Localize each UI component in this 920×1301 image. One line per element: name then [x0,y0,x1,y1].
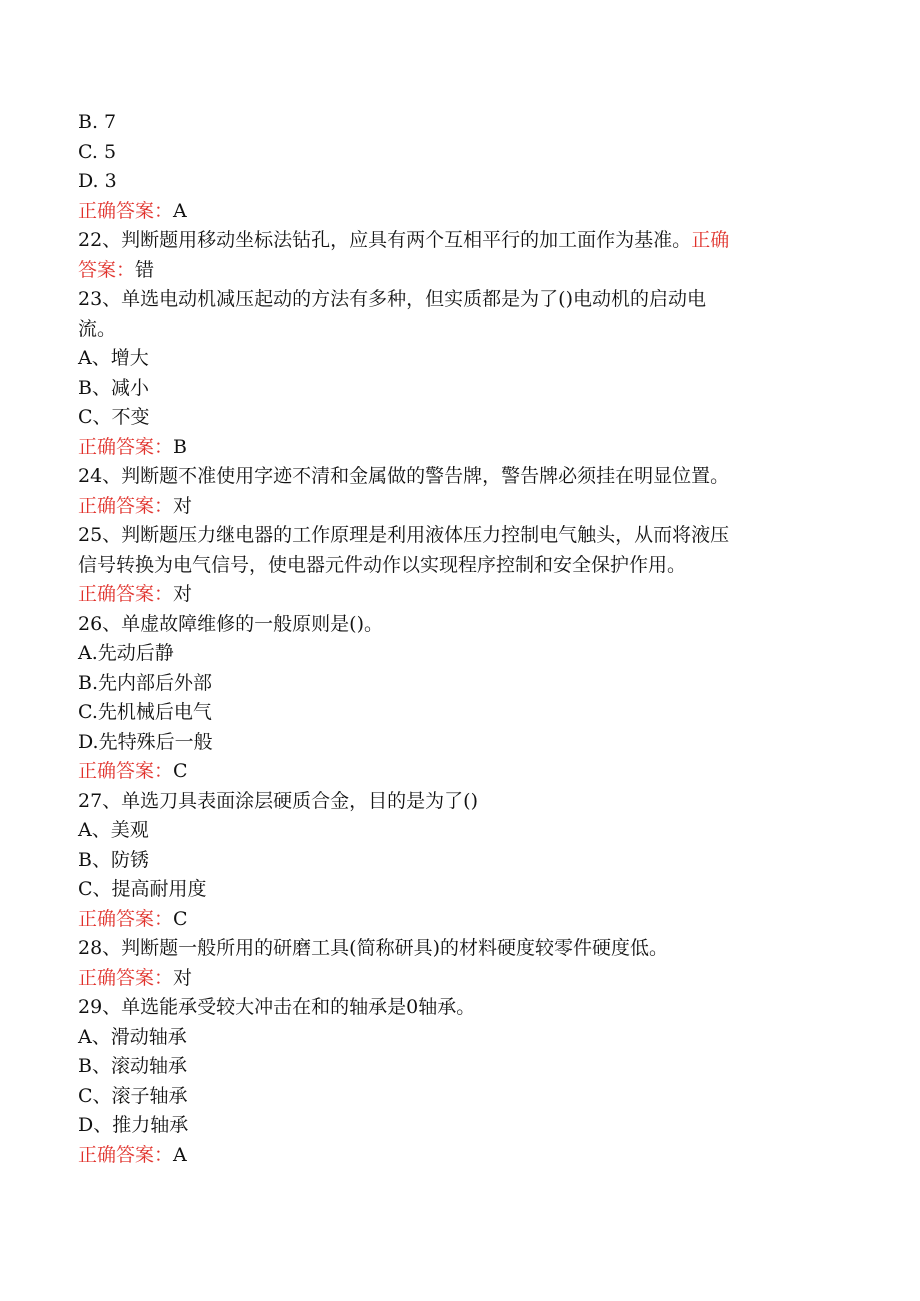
answer-line [78,197,818,227]
option-line: B、滚动轴承 [78,1055,187,1077]
option-line: A、滑动轴承 [78,1025,187,1048]
option-line: C、不变 [78,406,150,428]
option-line: A、增大 [78,347,149,369]
option-line: D. 3 [78,170,117,192]
answer-label: 正确答案： [78,1143,174,1166]
answer-value: 对 [173,966,193,989]
option-line: B、减小 [78,376,149,399]
option-line: A、美观 [78,819,149,841]
question-24: 24、判断题不准使用字迹不清和金属做的警告牌，警告牌必须挂在明显位置。 [78,465,730,487]
question-25-cont: 信号转换为电气信号，使电器元件动作以实现程序控制和安全保护作用。 [78,553,687,576]
answer-label: 正确答案： [78,583,174,605]
answer-value: 对 [173,494,193,517]
answer-line [78,1141,818,1171]
answer-value: A [173,1143,187,1166]
answer-value: A [173,199,187,222]
option-line: B. 7 [78,111,117,133]
answer-value: 对 [173,583,193,605]
option-line: B.先内部后外部 [78,671,213,694]
answer-line [78,580,818,610]
option-line: C、滚子轴承 [78,1084,188,1107]
question-text: 22、判断题用移动坐标法钻孔，应具有两个互相平行的加工面作为基准。 [78,229,692,251]
answer-label: 正确答案： [78,907,174,930]
answer-line [78,433,818,463]
question-25: 25、判断题压力继电器的工作原理是利用液体压力控制电气触头，从而将液压 [78,524,730,546]
document-page [78,108,818,1170]
answer-line [78,492,818,522]
answer-label: 正确答案： [78,199,174,222]
answer-label: 正确答案： [78,494,174,517]
answer-value: C [173,907,188,930]
answer-line [78,256,818,286]
answer-line [78,964,818,994]
option-line: D.先特殊后一般 [78,730,213,753]
answer-label-part: 答案： [78,258,136,281]
answer-label: 正确答案： [78,435,174,458]
answer-value: B [173,435,187,458]
answer-value: C [173,760,188,782]
question-27: 27、单选刀具表面涂层硬质合金，目的是为了() [78,789,479,812]
answer-label: 正确答案： [78,760,174,782]
option-line: C、提高耐用度 [78,878,207,900]
question-28: 28、判断题一般所用的研磨工具(简称研具)的材料硬度较零件硬度低。 [78,937,669,959]
answer-value: 错 [135,258,155,281]
answer-label-part: 正确 [691,229,730,251]
question-26: 26、单虚故障维修的一般原则是()。 [78,612,384,635]
option-line: C. 5 [78,140,117,163]
answer-label: 正确答案： [78,966,174,989]
answer-line [78,757,818,787]
option-line: B、防锈 [78,848,149,871]
question-23: 23、单选电动机减压起动的方法有多种，但实质都是为了()电动机的启动电 [78,288,707,310]
question-22 [78,226,818,256]
question-23-cont: 流。 [78,317,117,340]
answer-line [78,905,818,935]
option-line: D、推力轴承 [78,1114,189,1136]
option-line: A.先动后静 [78,642,174,664]
question-29: 29、单选能承受较大冲击在和的轴承是0轴承。 [78,996,476,1018]
option-line: C.先机械后电气 [78,701,212,723]
